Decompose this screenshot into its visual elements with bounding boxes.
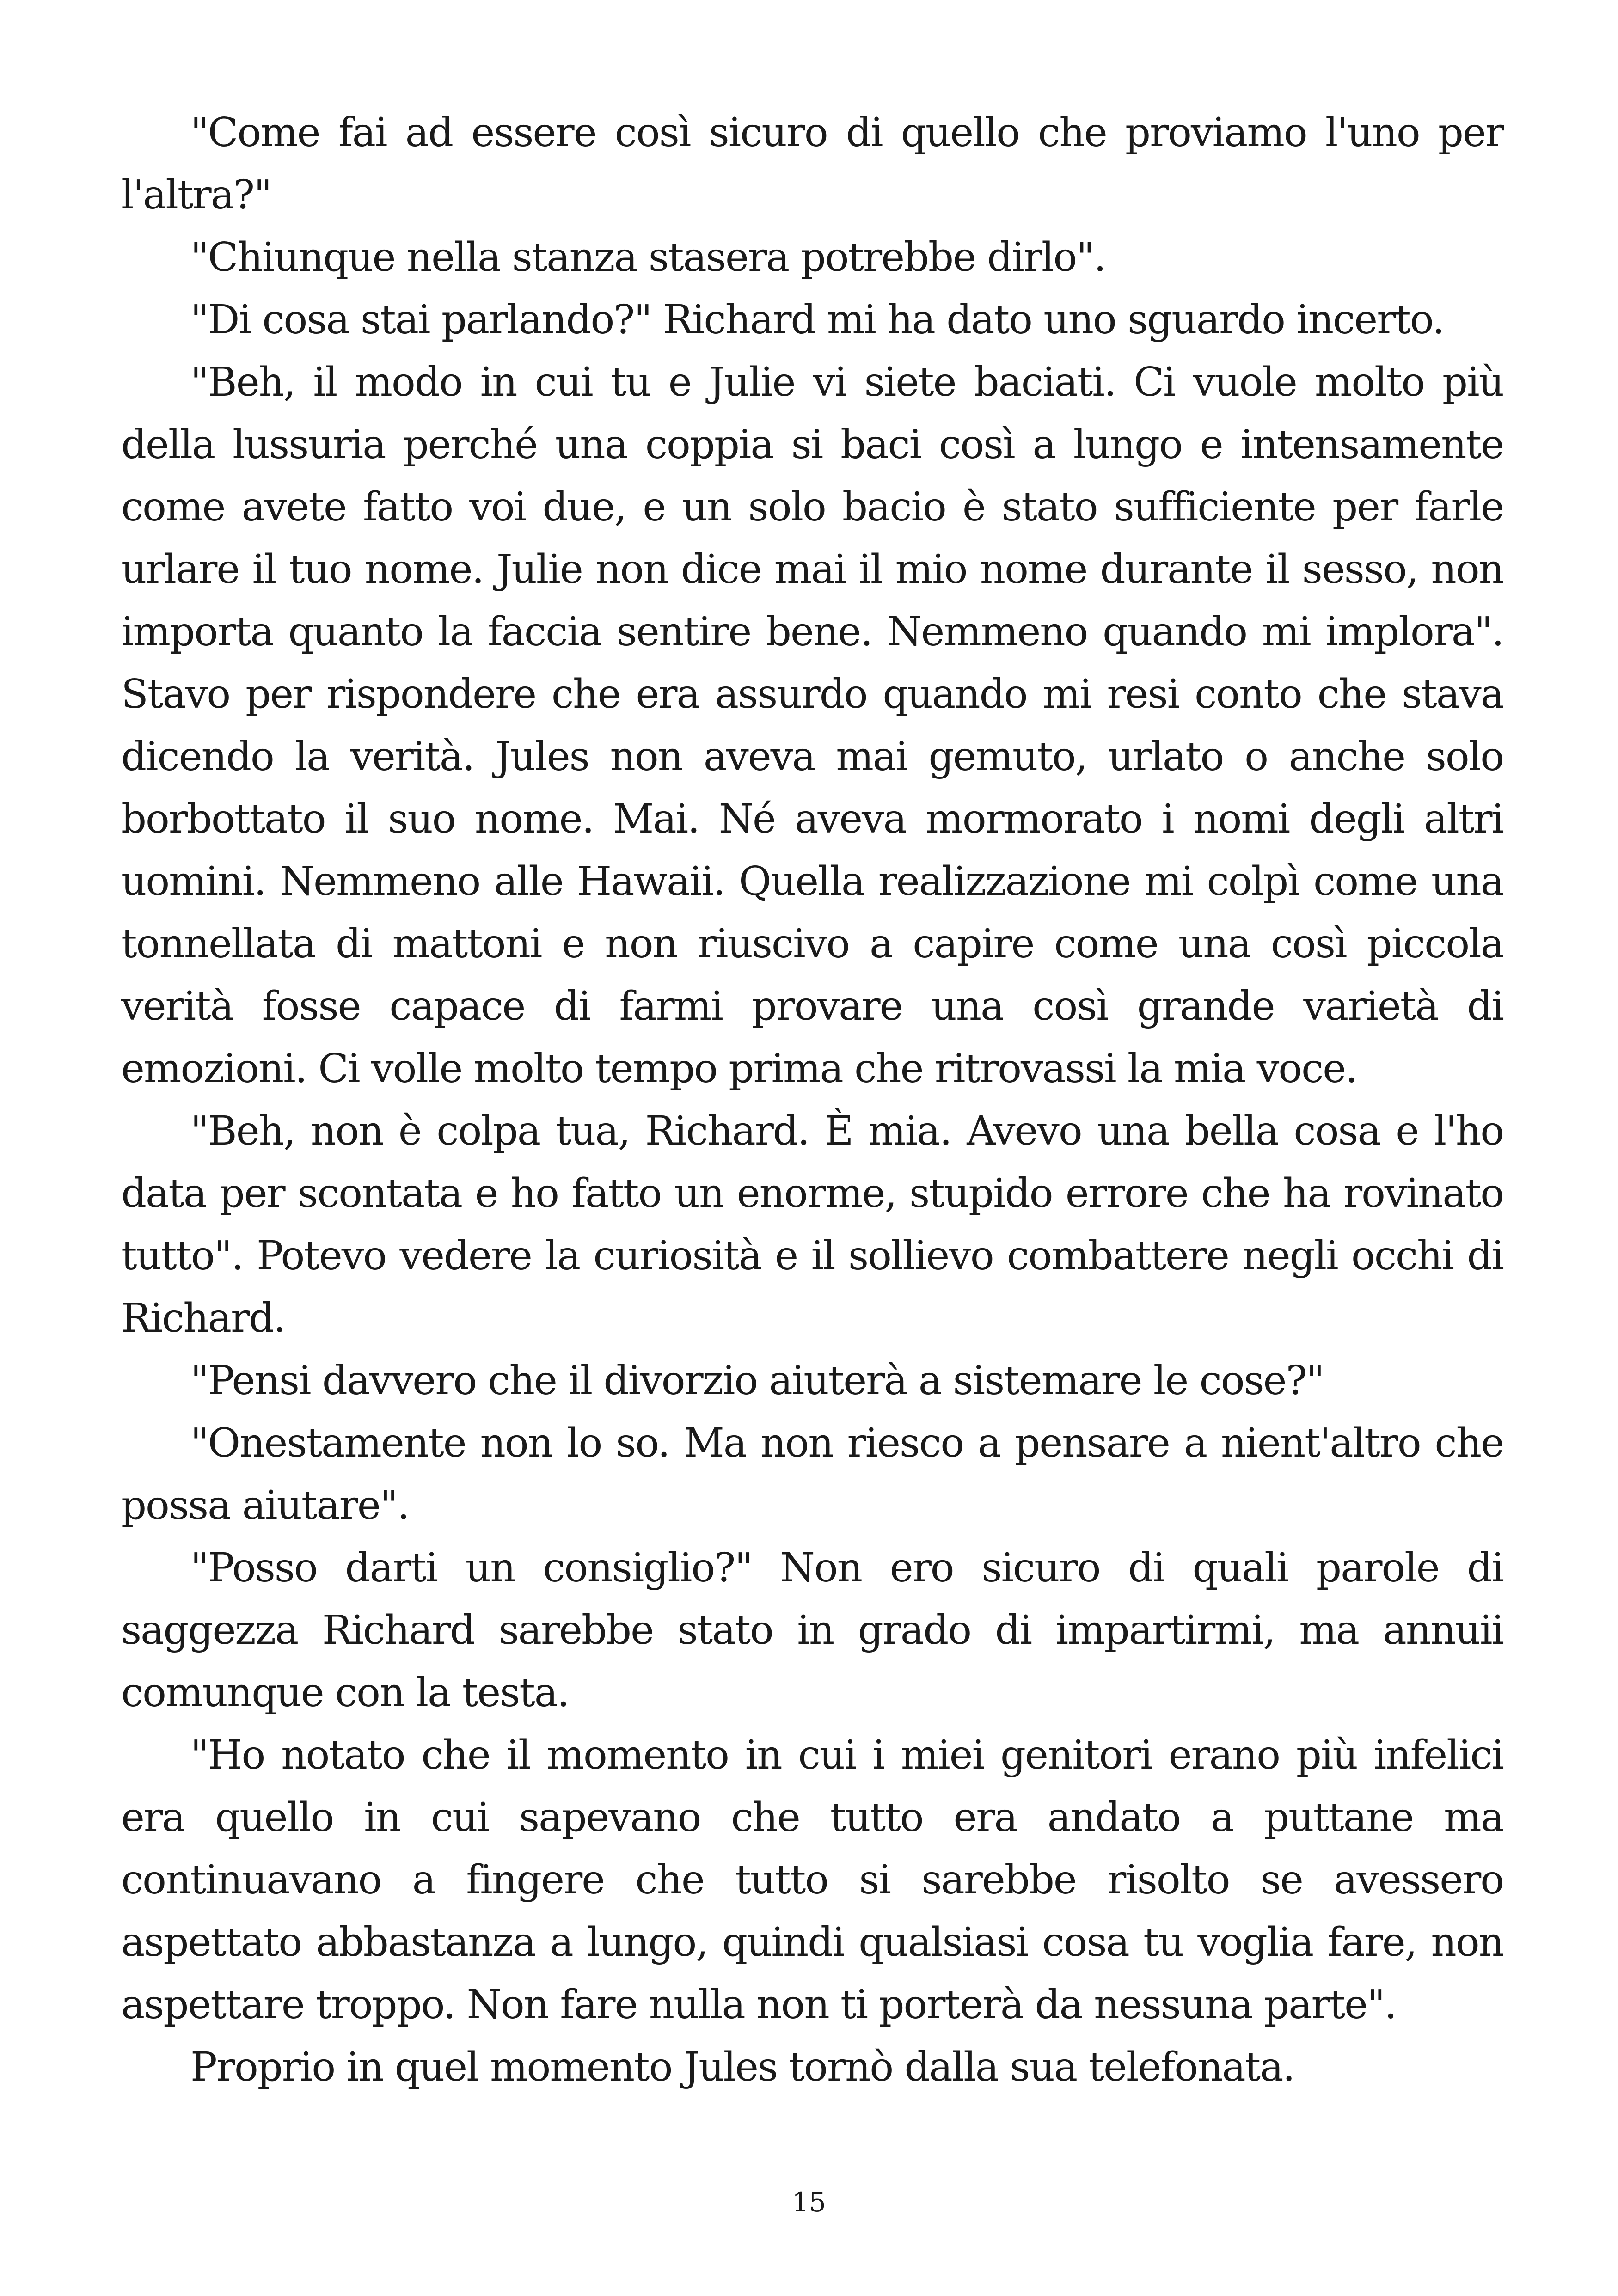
paragraph: "Beh, non è colpa tua, Richard. È mia. Avevo una bella cosa e l'ho data per scontata e ho fatto un enorme, stupido errore che ha rovinato tutto". Potevo vedere la curiosità e il sollievo combattere negli occhi di Richard. xyxy=(121,1108,1503,1341)
paragraph: "Beh, il modo in cui tu e Julie vi siete baciati. Ci vuole molto più della lussuria perché una coppia si baci così a lungo e intensamente come avete fatto voi due, e un solo bacio è stato sufficiente per farle urlare il tuo nome. Julie non dice mai il mio nome durante il sesso, non importa quanto la faccia sentire bene. Nemmeno quando mi implora". Stavo per rispondere che era assurdo quando mi resi conto che stava dicendo la verità. Jules non aveva mai gemuto, urlato o anche solo borbottato il suo nome. Mai. Né aveva mormorato i nomi degli altri uomini. Nemmeno alle Hawaii. Quella realizzazione mi colpì come una tonnellata di mattoni e non riuscivo a capire come una così piccola verità fosse capace di farmi provare una così grande varietà di emozioni. Ci volle molto tempo prima che ritrovassi la mia voce. xyxy=(121,359,1503,1092)
paragraph: "Chiunque nella stanza stasera potrebbe dirlo". xyxy=(190,234,1106,281)
paragraph: "Posso darti un consiglio?" Non ero sicuro di quali parole di saggezza Richard sarebbe stato in grado di impartirmi, ma annuii comunque con la testa. xyxy=(121,1545,1503,1716)
paragraph: "Pensi davvero che il divorzio aiuterà a sistemare le cose?" xyxy=(190,1358,1324,1404)
paragraph: "Come fai ad essere così sicuro di quello che proviamo l'uno per l'altra?" xyxy=(121,110,1503,218)
paragraph: "Di cosa stai parlando?" Richard mi ha dato uno sguardo incerto. xyxy=(190,297,1444,343)
body-text xyxy=(121,102,1503,2099)
page-number: 15 xyxy=(792,2186,826,2218)
paragraph: "Onestamente non lo so. Ma non riesco a pensare a nient'altro che possa aiutare". xyxy=(121,1420,1503,1529)
paragraph: Proprio in quel momento Jules tornò dalla sua telefonata. xyxy=(190,2044,1294,2090)
paragraph: "Ho notato che il momento in cui i miei genitori erano più infelici era quello in cui sapevano che tutto era andato a puttane ma continuavano a fingere che tutto si sarebbe risolto se avessero aspettato abbastanza a lungo, quindi qualsiasi cosa tu voglia fare, non aspettare troppo. Non fare nulla non ti porterà da nessuna parte". xyxy=(121,1732,1503,2028)
